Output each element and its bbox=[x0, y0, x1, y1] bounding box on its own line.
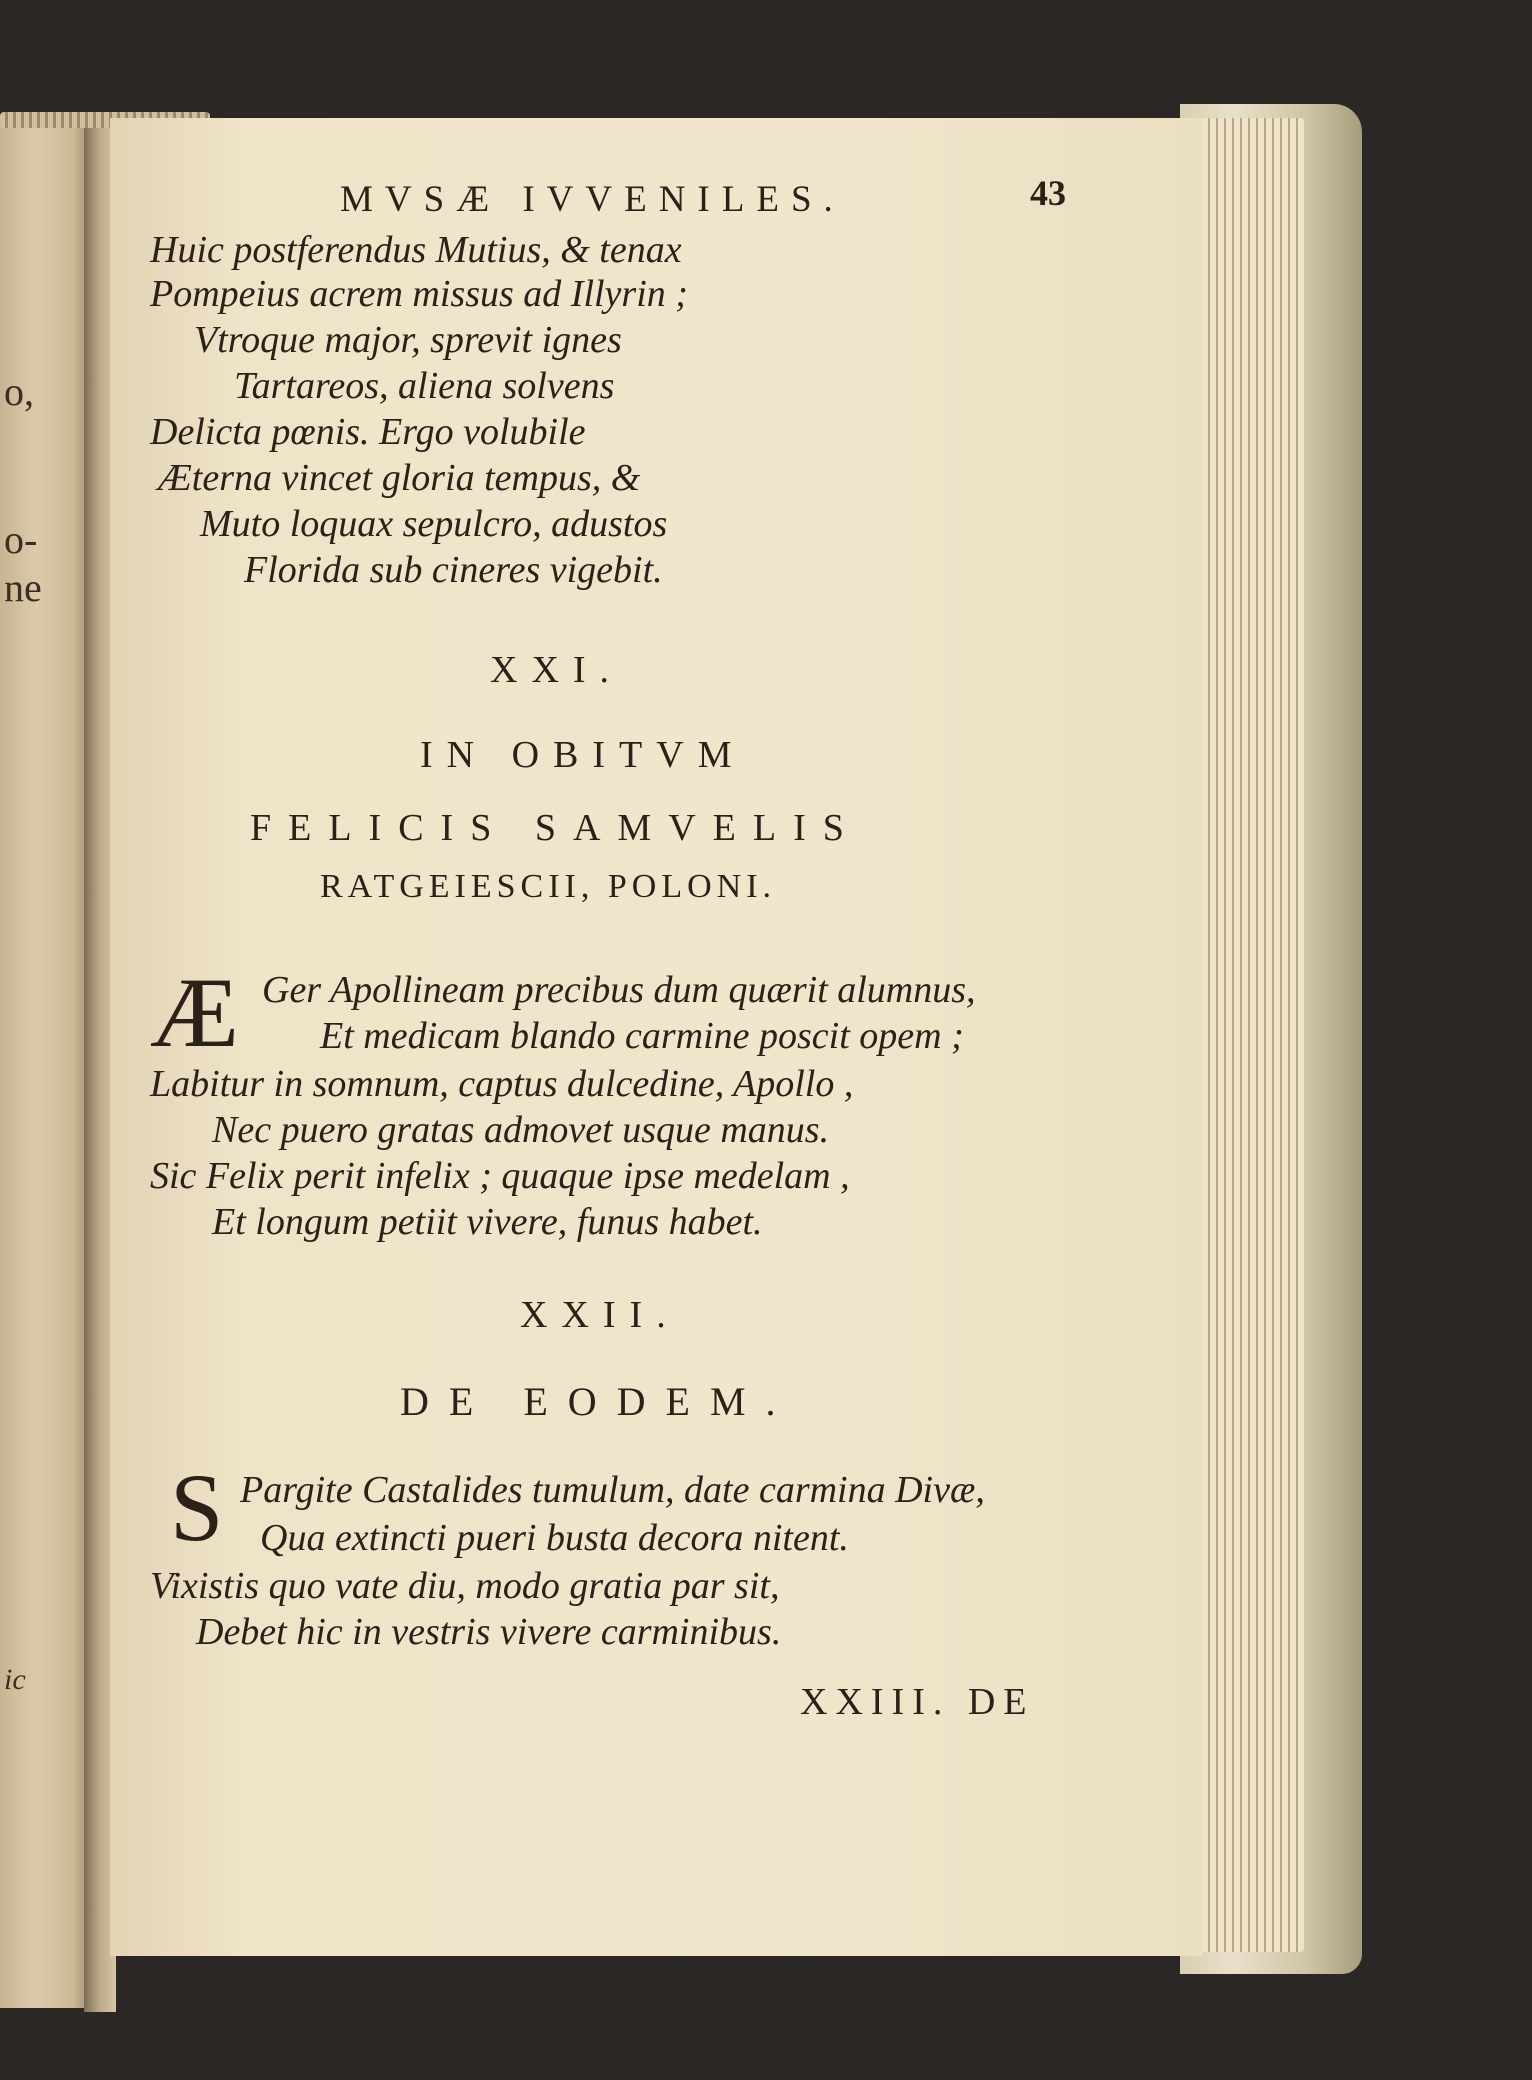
verse-line: Florida sub cineres vigebit. bbox=[244, 549, 663, 591]
verse-line: Qua extincti pueri busta decora nitent. bbox=[260, 1517, 849, 1559]
left-fragment: ne bbox=[4, 565, 42, 610]
verse-line: Tartareos, aliena solvens bbox=[234, 365, 615, 407]
drop-cap: S bbox=[170, 1454, 224, 1561]
verse-line: Pargite Castalides tumulum, date carmina Divæ, bbox=[240, 1469, 985, 1511]
left-fragment: ic bbox=[4, 1663, 26, 1696]
section-title: RATGEIESCII, POLONI. bbox=[320, 868, 777, 905]
section-title: FELICIS SAMVELIS bbox=[250, 807, 861, 849]
page-number: 43 bbox=[1030, 173, 1066, 213]
section-number: XXI. bbox=[490, 649, 624, 691]
section-number: XXII. bbox=[520, 1294, 680, 1336]
book-page bbox=[110, 118, 1202, 1956]
verse-line: Muto loquax sepulcro, adustos bbox=[200, 503, 668, 545]
drop-cap: Æ bbox=[150, 957, 239, 1068]
left-fragment: o, bbox=[4, 369, 34, 414]
verse-line: Vixistis quo vate diu, modo gratia par sit, bbox=[150, 1565, 780, 1607]
verse-line: Pompeius acrem missus ad Illyrin ; bbox=[150, 273, 688, 315]
verse-line: Nec puero gratas admovet usque manus. bbox=[212, 1109, 830, 1151]
verse-line: Vtroque major, sprevit ignes bbox=[194, 319, 622, 361]
left-page-edge bbox=[0, 118, 92, 2008]
verse-line: Sic Felix perit infelix ; quaque ipse medelam , bbox=[150, 1155, 850, 1197]
verse-line: Æterna vincet gloria tempus, & bbox=[158, 457, 641, 499]
verse-line: Delicta pœnis. Ergo volubile bbox=[150, 411, 586, 453]
running-title: MVSÆ IVVENILES. bbox=[340, 179, 845, 220]
page-edges bbox=[1186, 118, 1304, 1952]
left-fragment: o- bbox=[4, 517, 38, 562]
section-title: DE EODEM. bbox=[400, 1379, 796, 1424]
catchword: XXIII. DE bbox=[800, 1681, 1035, 1723]
verse-line: Et medicam blando carmine poscit opem ; bbox=[320, 1015, 964, 1057]
verse-line: Ger Apollineam precibus dum quærit alumnus, bbox=[262, 969, 976, 1011]
verse-line: Et longum petiit vivere, funus habet. bbox=[212, 1201, 763, 1243]
verse-line: Debet hic in vestris vivere carminibus. bbox=[196, 1611, 782, 1653]
section-title: IN OBITVM bbox=[420, 734, 746, 776]
verse-line: Huic postferendus Mutius, & tenax bbox=[150, 229, 682, 271]
verse-line: Labitur in somnum, captus dulcedine, Apollo , bbox=[150, 1063, 854, 1105]
